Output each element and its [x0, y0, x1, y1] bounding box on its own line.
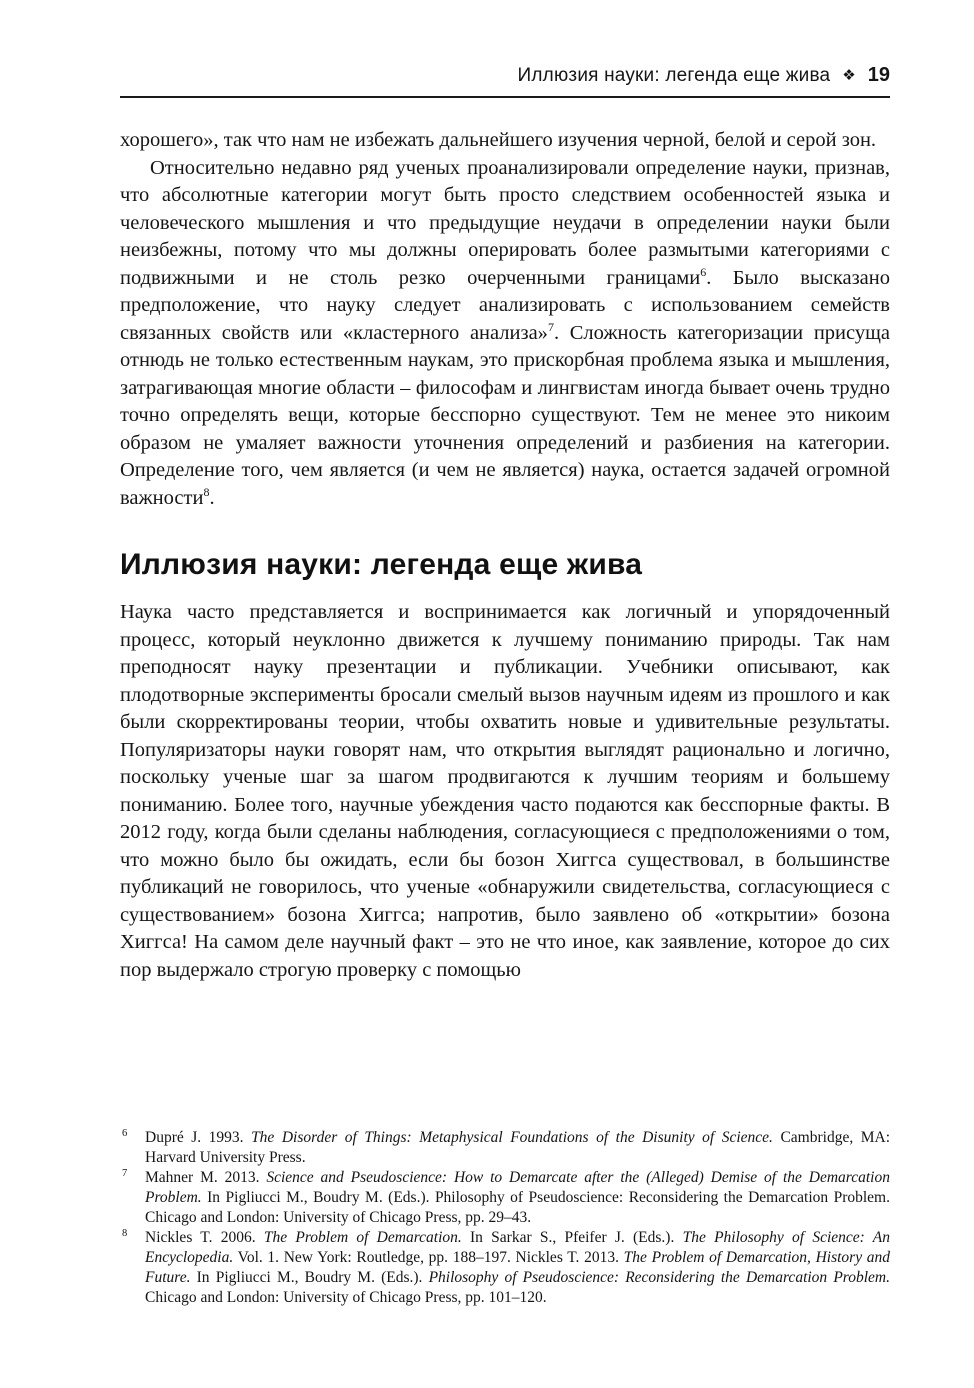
page-header: [120, 64, 890, 98]
footnote: [120, 1228, 890, 1308]
footnote-text: Nickles T. 2006. The Problem of Demarcation. In Sarkar S., Pfeifer J. (Eds.). The Philosophy of Science: An Encyclopedia. Vol. 1. New York: Routledge, pp. 188–197. Nickles T. 2013. The Problem of Demarcation, History and Future. In Pigliucci M., Boudry M. (Eds.). Philosophy of Pseudoscience: Reconsidering the Demarcation Problem. Chicago and London: University of Chicago Press, pp. 101–120.: [145, 1229, 891, 1306]
footnote-number: 8: [122, 1228, 128, 1239]
paragraph-continuation: хорошего», так что нам не избежать дальнейшего изучения черной, белой и серой зон.: [120, 129, 877, 151]
footnote-number: 7: [122, 1168, 128, 1179]
footnote-text: Mahner M. 2013. Science and Pseudoscience: How to Demarcate after the (Alleged) Demise of the Demarcation Problem. In Pigliucci M., Boudry M. (Eds.). Philosophy of Pseudoscience: Reconsidering the Demarcation Problem. Chicago and London: University of Chicago Press, pp. 29–43.: [145, 1169, 890, 1226]
footnote: [120, 1168, 890, 1228]
page-body: [120, 127, 890, 984]
section-heading: Иллюзия науки: легенда еще жива: [120, 548, 643, 581]
paragraph: Наука часто представляется и воспринимается как логичный и упорядоченный процесс, который неуклонно движется к лучшему пониманию природы. Так нам преподносят науку презентации и публикации. Учебники описывают, как плодотворные эксперименты бросали смелый вызов научным идеям из прошлого и как были скорректированы теории, чтобы охватить новые и удивительные результаты. Популяризаторы науки говорят нам, что открытия выглядят рационально и логично, поскольку ученые шаг за шагом продвигаются к лучшим теориям и большему пониманию. Более того, научные убеждения часто подаются как бесспорные факты. В 2012 году, когда были сделаны наблюдения, согласующиеся с предположениями о том, что можно было бы ожидать, если бы бозон Хиггса существовал, в большинстве публикаций не говорилось, что ученые «обнаружили свидетельства, согласующиеся с существованием» бозона Хиггса; напротив, было заявлено об «открытии» бозона Хиггса! На самом деле научный факт – это не что иное, как заявление, которое до сих пор выдержало строгую проверку с помощью: [120, 601, 890, 981]
section-diamond-icon: ❖: [842, 67, 856, 84]
footnote-number: 6: [122, 1128, 128, 1139]
footnotes-block: [120, 1128, 890, 1308]
running-title: Иллюзия науки: легенда еще жива: [517, 65, 831, 86]
footnote: [120, 1128, 890, 1168]
footnote-text: Dupré J. 1993. The Disorder of Things: Metaphysical Foundations of the Disunity of Science. Cambridge, MA: Harvard University Press.: [145, 1129, 890, 1166]
paragraph: Относительно недавно ряд ученых проанализировали определение науки, признав, что абсолютные категории могут быть просто следствием особенностей языка и человеческого мышления и что предыдущие неудачи в определении науки были неизбежны, потому что мы должны оперировать более размытыми категориями с подвижными и не столь резко очерченными границами$^6$. Было высказано предположение, что науку следует анализировать с использованием семейств связанных свойств или «кластерного анализа»$^7$. Сложность категоризации присуща отнюдь не только естественным наукам, это прискорбная проблема языка и мышления, затрагивающая многие области – философам и лингвистам иногда бывает очень трудно точно определять вещи, которые бесспорно существуют. Тем не менее это никоим образом не умаляет важности уточнения определений и разбиения на категории. Определение того, чем является (и чем не является) наука, остается задачей огромной важности$^8$.: [120, 156, 890, 509]
page-number: 19: [867, 64, 890, 86]
